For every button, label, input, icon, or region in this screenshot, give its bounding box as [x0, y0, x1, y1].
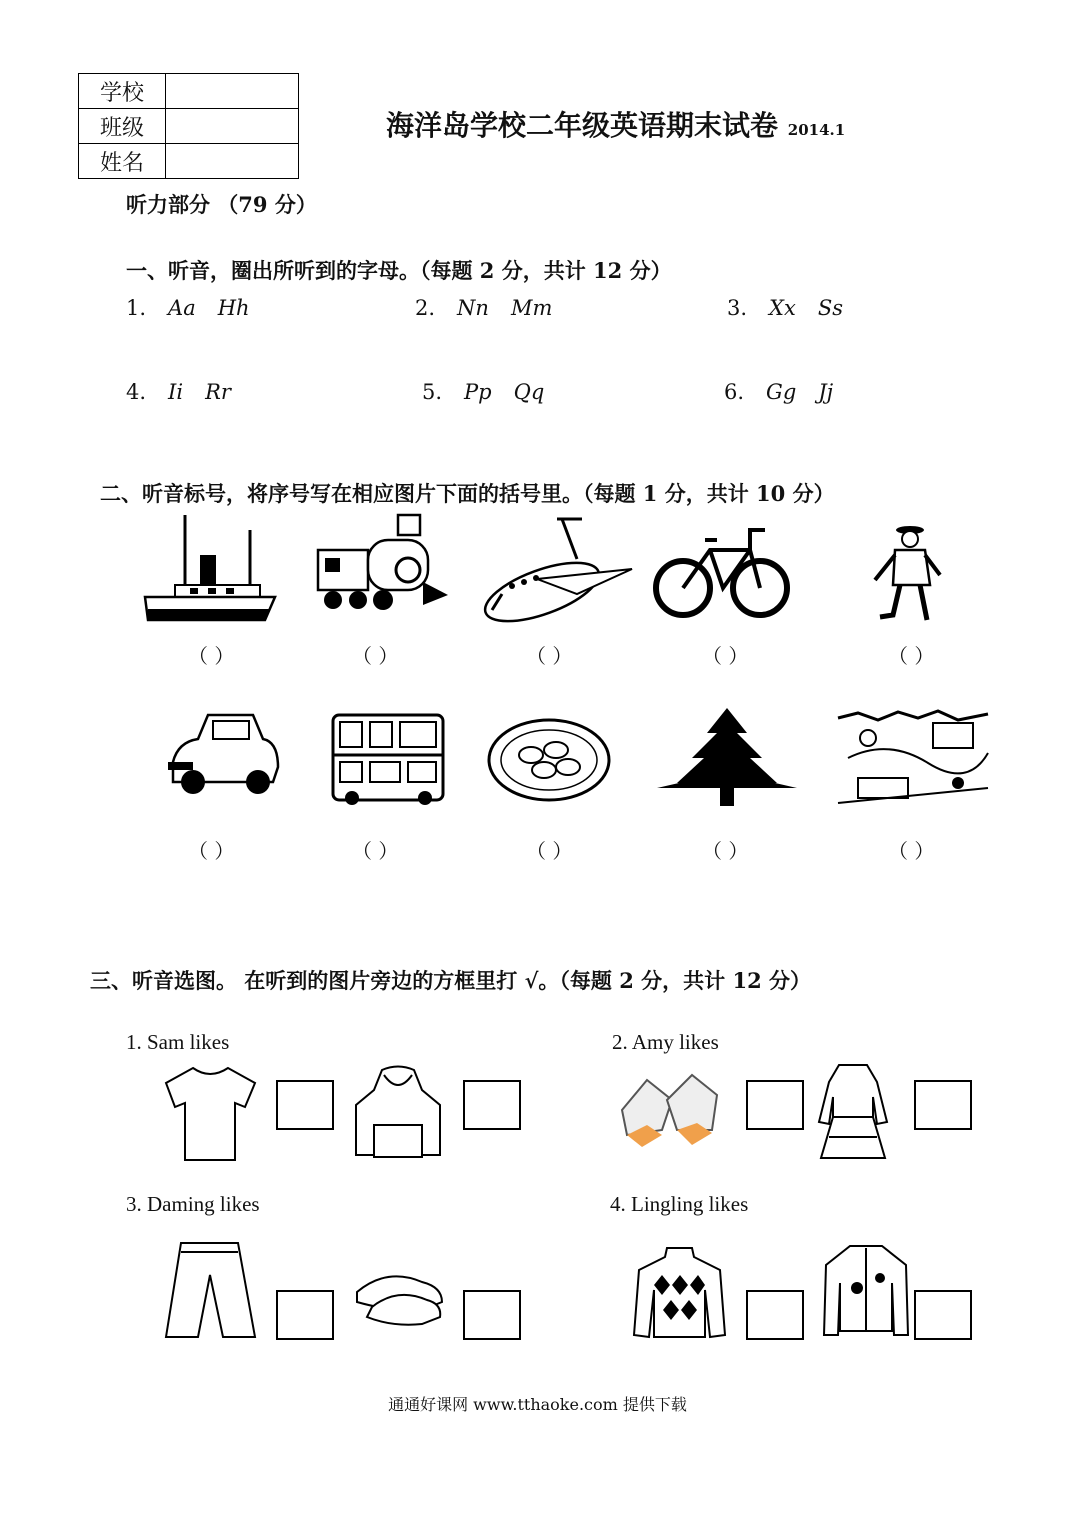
- answer-paren[interactable]: （ ）: [888, 644, 935, 668]
- part2-heading: 二、听音标号，将序号写在相应图片下面的括号里。（每题 1 分，共计 10 分）: [100, 481, 835, 506]
- section-listening: 听力部分 （79 分）: [126, 192, 317, 217]
- answer-paren[interactable]: （ ）: [352, 839, 399, 863]
- class-field[interactable]: [166, 109, 299, 144]
- letter-item-5: 5. Pp Qq: [422, 380, 545, 404]
- question-3: 3. Daming likes: [126, 1192, 260, 1216]
- page-title: [386, 104, 845, 144]
- answer-paren[interactable]: （ ）: [702, 839, 749, 863]
- title-main: 海洋岛学校二年级英语期末试卷: [386, 109, 779, 142]
- shoes-icon: [352, 1262, 447, 1332]
- sweater-icon: [632, 1245, 727, 1340]
- walking-man-icon: [865, 525, 945, 625]
- dumplings-icon: [486, 715, 612, 805]
- letter-item-2: 2. Nn Mm: [415, 296, 553, 320]
- answer-box[interactable]: [914, 1290, 972, 1340]
- answer-paren[interactable]: （ ）: [188, 839, 235, 863]
- bus-icon: [330, 710, 445, 805]
- answer-box[interactable]: [463, 1290, 521, 1340]
- letter-item-4: 4. Ii Rr: [126, 380, 231, 404]
- jacket-icon: [822, 1243, 910, 1339]
- letter-item-3: 3. Xx Ss: [727, 296, 844, 320]
- footer-text: 通通好课网 www.tthaoke.com 提供下载: [388, 1395, 687, 1414]
- answer-box[interactable]: [276, 1080, 334, 1130]
- answer-paren[interactable]: （ ）: [702, 644, 749, 668]
- answer-box[interactable]: [463, 1080, 521, 1130]
- letter-item-6: 6. Gg Jj: [724, 380, 834, 404]
- answer-box[interactable]: [746, 1290, 804, 1340]
- part3-heading: 三、听音选图。 在听到的图片旁边的方框里打 √。（每题 2 分，共计 12 分）: [90, 968, 812, 993]
- tshirt-icon: [163, 1065, 258, 1163]
- part1-heading: 一、听音，圈出所听到的字母。（每题 2 分，共计 12 分）: [126, 258, 672, 283]
- ship-icon: [140, 515, 280, 625]
- class-label: 班级: [79, 109, 166, 144]
- name-label: 姓名: [79, 144, 166, 179]
- title-date: 2014.1: [787, 121, 846, 139]
- answer-box[interactable]: [746, 1080, 804, 1130]
- airplane-icon: [482, 514, 632, 624]
- tree-icon: [652, 708, 802, 808]
- school-label: 学校: [79, 74, 166, 109]
- park-icon: [838, 708, 988, 808]
- info-table: [78, 73, 299, 179]
- answer-paren[interactable]: （ ）: [526, 644, 573, 668]
- school-field[interactable]: [166, 74, 299, 109]
- name-field[interactable]: [166, 144, 299, 179]
- answer-paren[interactable]: （ ）: [188, 644, 235, 668]
- car-icon: [163, 707, 283, 797]
- hoodie-icon: [352, 1065, 444, 1160]
- bicycle-icon: [655, 520, 790, 620]
- question-2: 2. Amy likes: [612, 1030, 719, 1054]
- answer-box[interactable]: [276, 1290, 334, 1340]
- question-1: 1. Sam likes: [126, 1030, 230, 1054]
- answer-paren[interactable]: （ ）: [352, 644, 399, 668]
- pants-icon: [163, 1240, 258, 1340]
- letter-item-1: 1. Aa Hh: [126, 296, 250, 320]
- answer-paren[interactable]: （ ）: [888, 839, 935, 863]
- gloves-icon: [612, 1065, 727, 1150]
- question-4: 4. Lingling likes: [610, 1192, 749, 1216]
- train-icon: [313, 510, 448, 612]
- dress-icon: [817, 1062, 889, 1162]
- answer-paren[interactable]: （ ）: [526, 839, 573, 863]
- answer-box[interactable]: [914, 1080, 972, 1130]
